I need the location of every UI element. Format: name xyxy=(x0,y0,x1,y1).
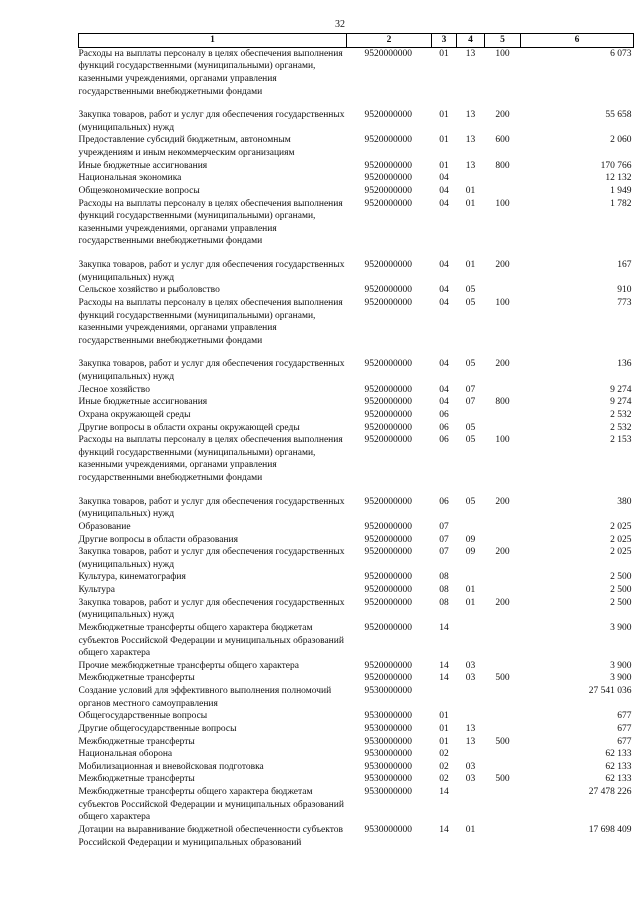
table-row xyxy=(79,534,634,547)
row-subsection xyxy=(457,409,485,422)
row-subsection: 01 xyxy=(465,585,476,595)
table-row xyxy=(79,297,634,348)
row-subsection: 13 xyxy=(465,48,476,59)
row-target-article: 9530000000 xyxy=(364,711,412,722)
row-expense-type xyxy=(485,723,521,736)
row-expense-type xyxy=(485,660,521,673)
header-col-section: 3 xyxy=(432,34,457,48)
row-expense-type xyxy=(485,384,521,397)
row-section: 01 xyxy=(439,723,449,734)
row-section xyxy=(432,685,457,710)
row-name: Закупка товаров, работ и услуг для обеспечения государственных (муниципальных) нужд xyxy=(78,547,345,570)
row-subsection: 03 xyxy=(465,673,476,684)
row-amount: 773 xyxy=(617,297,632,308)
row-target-article: 9520000000 xyxy=(364,260,412,270)
table-row xyxy=(79,736,634,749)
row-name: Культура xyxy=(78,585,115,595)
table-row xyxy=(79,172,634,185)
row-section: 02 xyxy=(439,749,449,760)
row-subsection: 05 xyxy=(465,297,476,308)
row-target-article: 9520000000 xyxy=(364,409,412,420)
row-target-article: 9520000000 xyxy=(364,496,412,507)
row-target-article: 9530000000 xyxy=(364,761,412,772)
row-section: 08 xyxy=(439,597,449,608)
row-name: Межбюджетные трансферты xyxy=(78,736,195,747)
row-name: Предоставление субсидий бюджетным, автономным учреждениям и иным некоммерческим организациям xyxy=(78,135,295,158)
row-amount: 27 541 036 xyxy=(588,686,632,696)
header-row xyxy=(79,34,634,48)
row-name: Расходы на выплаты персоналу в целях обеспечения выполнения функций государственными (муниципальными) органами, казенными учреждениями, органами управления государственными внебюджетными фондами xyxy=(78,297,343,346)
row-name: Межбюджетные трансферты общего характера бюджетам субъектов Российской Федерации и муниципальных образований общего характера xyxy=(78,787,344,823)
row-expense-type xyxy=(485,284,521,297)
row-subsection xyxy=(457,685,485,710)
row-target-article: 9530000000 xyxy=(364,723,412,734)
row-expense-type xyxy=(485,824,521,849)
row-amount: 677 xyxy=(617,736,632,747)
table-row xyxy=(79,434,634,485)
row-amount: 3 900 xyxy=(610,673,632,684)
row-subsection: 01 xyxy=(465,185,476,196)
row-section: 04 xyxy=(439,285,449,296)
row-subsection: 01 xyxy=(465,824,476,835)
row-target-article: 9530000000 xyxy=(364,824,412,835)
row-subsection: 03 xyxy=(465,660,476,671)
row-amount: 2 500 xyxy=(610,585,632,595)
row-section: 01 xyxy=(439,711,449,722)
row-amount: 17 698 409 xyxy=(588,824,632,835)
row-section: 04 xyxy=(439,297,449,308)
table-row xyxy=(79,396,634,409)
row-expense-type: 100 xyxy=(495,198,510,209)
row-target-article: 9520000000 xyxy=(364,585,412,595)
row-expense-type: 800 xyxy=(495,397,510,408)
row-expense-type xyxy=(485,571,521,584)
row-section: 01 xyxy=(439,160,449,171)
row-section: 14 xyxy=(439,673,449,684)
row-name: Охрана окружающей среды xyxy=(78,409,191,420)
row-amount: 1 949 xyxy=(610,185,632,196)
header-col-expense-type: 5 xyxy=(485,34,521,48)
row-subsection: 05 xyxy=(465,496,476,507)
row-name: Общеэкономические вопросы xyxy=(78,185,200,196)
row-section: 06 xyxy=(439,435,449,446)
row-target-article: 9520000000 xyxy=(364,285,412,296)
row-amount: 2 500 xyxy=(610,597,632,608)
row-section: 08 xyxy=(439,572,449,583)
row-subsection xyxy=(457,786,485,824)
row-amount: 1 782 xyxy=(610,198,632,209)
row-target-article: 9520000000 xyxy=(364,622,412,633)
row-target-article: 9520000000 xyxy=(364,384,412,395)
table-row xyxy=(79,710,634,723)
row-amount: 62 133 xyxy=(605,749,632,760)
row-name: Образование xyxy=(78,521,131,532)
row-subsection: 09 xyxy=(465,547,476,558)
row-name: Закупка товаров, работ и услуг для обеспечения государственных (муниципальных) нужд xyxy=(78,110,345,133)
row-amount: 62 133 xyxy=(605,761,632,772)
row-target-article: 9520000000 xyxy=(364,660,412,671)
row-section: 14 xyxy=(439,660,449,671)
row-subsection xyxy=(457,172,485,185)
table-row xyxy=(79,597,634,622)
row-subsection: 09 xyxy=(465,534,476,545)
row-subsection: 07 xyxy=(465,397,476,408)
table-row xyxy=(79,409,634,422)
header-col-name: 1 xyxy=(79,34,347,48)
row-name: Межбюджетные трансферты xyxy=(78,673,195,684)
table-header xyxy=(79,34,634,48)
row-expense-type xyxy=(485,409,521,422)
row-subsection: 05 xyxy=(465,422,476,433)
row-subsection: 13 xyxy=(465,160,476,171)
row-target-article: 9520000000 xyxy=(364,521,412,532)
row-target-article: 9530000000 xyxy=(364,774,412,785)
table-row xyxy=(79,761,634,774)
row-section: 14 xyxy=(439,824,449,835)
row-subsection xyxy=(457,748,485,761)
row-name: Национальная оборона xyxy=(78,749,173,760)
row-section: 07 xyxy=(439,534,449,545)
row-amount: 2 025 xyxy=(610,521,632,532)
row-subsection: 13 xyxy=(465,135,476,146)
table-row xyxy=(79,571,634,584)
row-subsection: 05 xyxy=(465,435,476,446)
row-subsection xyxy=(457,521,485,534)
row-subsection: 13 xyxy=(465,723,476,734)
row-name: Иные бюджетные ассигнования xyxy=(78,160,208,171)
row-target-article: 9520000000 xyxy=(364,435,412,446)
table-row xyxy=(79,384,634,397)
row-spacer xyxy=(79,248,634,259)
row-name: Создание условий для эффективного выполнения полномочий органов местного самоуправления xyxy=(78,686,332,709)
table-row xyxy=(79,198,634,249)
row-subsection: 03 xyxy=(465,761,476,772)
row-expense-type: 200 xyxy=(495,597,510,608)
row-expense-type: 500 xyxy=(495,736,510,747)
row-expense-type xyxy=(485,172,521,185)
row-section: 01 xyxy=(439,48,449,59)
row-expense-type xyxy=(485,185,521,198)
row-amount: 2 153 xyxy=(610,435,632,446)
row-spacer xyxy=(79,98,634,109)
row-name: Другие вопросы в области образования xyxy=(78,534,238,545)
row-expense-type: 200 xyxy=(495,260,510,270)
table-row xyxy=(79,824,634,849)
row-amount: 3 900 xyxy=(610,660,632,671)
row-name: Национальная экономика xyxy=(78,173,182,184)
row-subsection xyxy=(457,622,485,660)
table-row xyxy=(79,109,634,134)
table-row xyxy=(79,584,634,597)
row-target-article: 9520000000 xyxy=(364,673,412,684)
table-row xyxy=(79,47,634,98)
row-section: 07 xyxy=(439,547,449,558)
row-name: Другие общегосударственные вопросы xyxy=(78,723,237,734)
table-row xyxy=(79,786,634,824)
row-target-article: 9520000000 xyxy=(364,422,412,433)
row-target-article: 9530000000 xyxy=(364,787,412,797)
table-row xyxy=(79,259,634,284)
budget-table xyxy=(78,33,634,849)
header-col-target-article: 2 xyxy=(347,34,432,48)
row-name: Другие вопросы в области охраны окружающей среды xyxy=(78,422,300,433)
row-name: Межбюджетные трансферты общего характера бюджетам субъектов Российской Федерации и муниципальных образований общего характера xyxy=(78,622,344,659)
table-row xyxy=(79,160,634,173)
row-amount: 910 xyxy=(617,285,632,296)
row-section: 14 xyxy=(439,622,449,633)
row-name: Расходы на выплаты персоналу в целях обеспечения выполнения функций государственными (муниципальными) органами, казенными учреждениями, органами управления государственными внебюджетными фондами xyxy=(78,435,343,483)
row-subsection: 01 xyxy=(465,597,476,608)
row-section: 04 xyxy=(439,384,449,395)
row-expense-type xyxy=(485,534,521,547)
row-amount: 2 532 xyxy=(610,409,632,420)
row-spacer xyxy=(79,485,634,496)
table-row xyxy=(79,748,634,761)
row-name: Расходы на выплаты персоналу в целях обеспечения выполнения функций государственными (муниципальными) органами, казенными учреждениями, органами управления государственными внебюджетными фондами xyxy=(78,48,343,97)
row-target-article: 9520000000 xyxy=(364,198,412,209)
row-amount: 2 500 xyxy=(610,572,632,583)
row-section: 02 xyxy=(439,761,449,772)
row-name: Иные бюджетные ассигнования xyxy=(78,397,208,408)
row-section: 04 xyxy=(439,185,449,196)
row-amount: 9 274 xyxy=(610,384,632,395)
row-amount: 167 xyxy=(617,260,632,270)
row-target-article: 9530000000 xyxy=(364,736,412,747)
table-row xyxy=(79,284,634,297)
table-row xyxy=(79,546,634,571)
row-spacer-cell xyxy=(79,485,634,496)
row-expense-type xyxy=(485,710,521,723)
row-name: Прочие межбюджетные трансферты общего характера xyxy=(78,660,299,671)
row-amount: 55 658 xyxy=(605,110,632,121)
row-amount: 6 073 xyxy=(610,48,632,59)
row-subsection: 03 xyxy=(465,774,476,785)
table-row xyxy=(79,773,634,786)
row-expense-type xyxy=(485,422,521,435)
row-section: 06 xyxy=(439,409,449,420)
row-expense-type: 200 xyxy=(495,359,510,370)
row-target-article: 9520000000 xyxy=(364,397,412,408)
row-section: 06 xyxy=(439,496,449,507)
row-expense-type xyxy=(485,761,521,774)
row-expense-type: 200 xyxy=(495,547,510,558)
row-expense-type xyxy=(485,521,521,534)
table-row xyxy=(79,672,634,685)
row-amount: 2 060 xyxy=(610,135,632,146)
row-expense-type: 600 xyxy=(495,135,510,146)
row-section: 14 xyxy=(439,787,449,797)
row-amount: 136 xyxy=(617,359,632,370)
row-name: Общегосударственные вопросы xyxy=(78,711,208,722)
row-target-article: 9520000000 xyxy=(364,547,412,558)
row-section: 04 xyxy=(439,198,449,209)
table-row xyxy=(79,723,634,736)
row-target-article: 9530000000 xyxy=(364,686,412,696)
row-subsection: 13 xyxy=(465,736,476,747)
row-section: 01 xyxy=(439,135,449,146)
row-name: Закупка товаров, работ и услуг для обеспечения государственных (муниципальных) нужд xyxy=(78,597,345,621)
row-amount: 677 xyxy=(617,711,632,722)
table-row xyxy=(79,521,634,534)
row-expense-type: 100 xyxy=(495,297,510,308)
row-amount: 380 xyxy=(617,496,632,507)
row-subsection: 07 xyxy=(465,384,476,395)
table-row xyxy=(79,185,634,198)
row-target-article: 9520000000 xyxy=(364,597,412,608)
row-name: Закупка товаров, работ и услуг для обеспечения государственных (муниципальных) нужд xyxy=(78,496,345,520)
row-expense-type xyxy=(485,748,521,761)
row-name: Мобилизационная и вневойсковая подготовка xyxy=(78,761,264,772)
row-section: 07 xyxy=(439,521,449,532)
row-name: Закупка товаров, работ и услуг для обеспечения государственных (муниципальных) нужд xyxy=(78,260,345,283)
row-subsection xyxy=(457,710,485,723)
row-name: Дотации на выравнивание бюджетной обеспеченности субъектов Российской Федерации и муниципальных образований xyxy=(78,824,343,848)
table-row xyxy=(79,685,634,710)
row-expense-type: 200 xyxy=(495,110,510,121)
row-target-article: 9520000000 xyxy=(364,135,412,146)
row-section: 01 xyxy=(439,110,449,121)
row-amount: 2 025 xyxy=(610,547,632,558)
header-col-amount: 6 xyxy=(521,34,634,48)
table-row xyxy=(79,622,634,660)
row-subsection: 05 xyxy=(465,359,476,370)
row-subsection: 01 xyxy=(465,198,476,209)
row-section: 08 xyxy=(439,585,449,595)
row-target-article: 9520000000 xyxy=(364,160,412,171)
page-number: 32 xyxy=(335,19,345,30)
row-target-article: 9530000000 xyxy=(364,749,412,760)
row-subsection: 05 xyxy=(465,285,476,296)
row-name: Лесное хозяйство xyxy=(78,384,150,395)
row-subsection xyxy=(457,571,485,584)
row-section: 04 xyxy=(439,359,449,370)
row-expense-type: 500 xyxy=(495,673,510,684)
row-expense-type: 100 xyxy=(495,48,510,59)
row-amount: 2 025 xyxy=(610,534,632,545)
row-amount: 27 478 226 xyxy=(588,787,632,797)
row-section: 04 xyxy=(439,173,449,184)
row-expense-type: 800 xyxy=(495,160,510,171)
row-amount: 677 xyxy=(617,723,632,734)
row-section: 06 xyxy=(439,422,449,433)
row-name: Культура, кинематография xyxy=(78,572,186,583)
table-row xyxy=(79,496,634,521)
row-expense-type xyxy=(485,584,521,597)
row-name: Межбюджетные трансферты xyxy=(78,774,195,785)
row-spacer-cell xyxy=(79,347,634,358)
row-target-article: 9520000000 xyxy=(364,534,412,545)
row-spacer-cell xyxy=(79,98,634,109)
row-expense-type xyxy=(485,622,521,660)
row-subsection: 13 xyxy=(465,110,476,121)
row-expense-type: 100 xyxy=(495,435,510,446)
row-target-article: 9520000000 xyxy=(364,173,412,184)
row-section: 04 xyxy=(439,260,449,270)
row-section: 04 xyxy=(439,397,449,408)
header-col-subsection: 4 xyxy=(457,34,485,48)
row-target-article: 9520000000 xyxy=(364,359,412,370)
row-target-article: 9520000000 xyxy=(364,185,412,196)
row-expense-type xyxy=(485,786,521,824)
row-name: Расходы на выплаты персоналу в целях обеспечения выполнения функций государственными (муниципальными) органами, казенными учреждениями, органами управления государственными внебюджетными фондами xyxy=(78,198,343,247)
row-amount: 2 532 xyxy=(610,422,632,433)
row-target-article: 9520000000 xyxy=(364,110,412,121)
row-name: Сельское хозяйство и рыболовство xyxy=(78,285,220,296)
row-expense-type: 200 xyxy=(495,496,510,507)
row-amount: 62 133 xyxy=(605,774,632,785)
row-section: 02 xyxy=(439,774,449,785)
row-name: Закупка товаров, работ и услуг для обеспечения государственных (муниципальных) нужд xyxy=(78,359,345,382)
table-row xyxy=(79,134,634,159)
row-amount: 3 900 xyxy=(610,622,632,633)
table-row xyxy=(79,660,634,673)
table-row xyxy=(79,422,634,435)
row-subsection: 01 xyxy=(465,260,476,270)
row-section: 01 xyxy=(439,736,449,747)
table-body xyxy=(79,47,634,849)
row-amount: 9 274 xyxy=(610,397,632,408)
row-expense-type: 500 xyxy=(495,774,510,785)
row-spacer-cell xyxy=(79,248,634,259)
table-row xyxy=(79,358,634,383)
row-expense-type xyxy=(485,685,521,710)
row-spacer xyxy=(79,347,634,358)
row-target-article: 9520000000 xyxy=(364,48,412,59)
row-amount: 170 766 xyxy=(600,160,632,171)
row-target-article: 9520000000 xyxy=(364,297,412,308)
row-target-article: 9520000000 xyxy=(364,572,412,583)
row-amount: 12 132 xyxy=(605,173,632,184)
